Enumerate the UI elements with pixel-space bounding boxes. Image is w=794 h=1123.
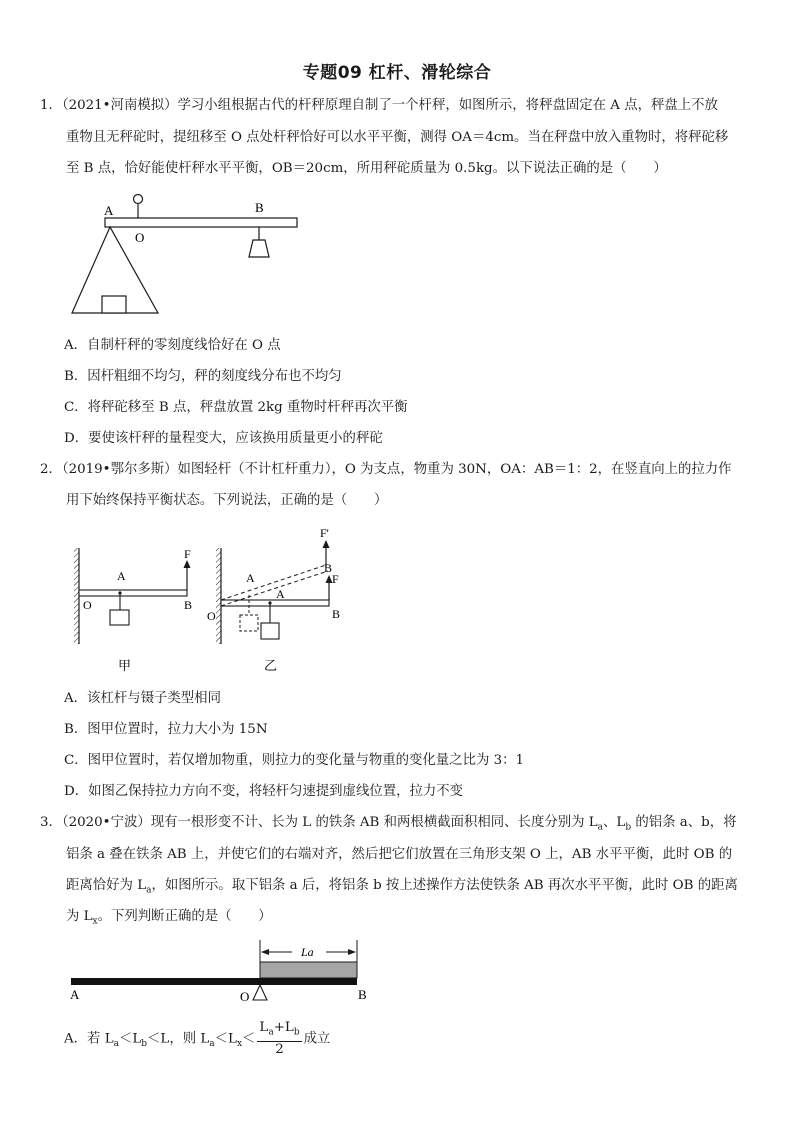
q1-counterweight — [249, 240, 269, 257]
q3-line3-post: ，如图所示。取下铝条 a 后，将铝条 b 按上述操作方法使铁条 AB 再次水平平衡，此时 OB 的距离 — [151, 878, 738, 893]
q3-opta-sub1: a — [113, 1039, 119, 1050]
q2a-lever — [79, 590, 187, 596]
q3-dim-arrow-right — [348, 949, 356, 955]
q2a-label-o: O — [83, 598, 92, 612]
q3-support-o — [253, 985, 267, 1000]
q3-frac-sub-b: b — [293, 1027, 300, 1038]
q3-sub-a: a — [597, 822, 604, 833]
q2a-label-b: B — [184, 598, 193, 612]
q2-option-b[interactable]: B．图甲位置时，拉力大小为 15N — [64, 722, 268, 737]
q2-lever-figure — [60, 520, 360, 680]
q3-frac-denominator: 2 — [275, 1041, 284, 1057]
q3-opta-lt2: ＜L，则 L — [147, 1031, 210, 1047]
q3-line4-post: 。下列判断正确的是（ ） — [97, 909, 272, 924]
q2b-label-b: B — [332, 607, 341, 621]
q2b-label-f-prime: F' — [320, 526, 329, 540]
q2a-caption: 甲 — [118, 658, 132, 673]
q3-option-a[interactable] — [64, 1020, 754, 1063]
q2b-label-a-prime: A — [246, 571, 255, 585]
q1-option-d[interactable]: D．要使该杆秤的量程变大，应该换用质量更小的秤砣 — [64, 431, 383, 446]
q3-frac-l1: L — [259, 1020, 269, 1035]
q2b-caption: 乙 — [264, 658, 278, 673]
q3-label-a: A — [70, 987, 80, 1002]
q3-opta-fraction — [257, 1020, 301, 1058]
q3-stem-line4 — [66, 907, 756, 932]
q1-label-a: A — [104, 203, 114, 218]
q1-label-o: O — [135, 230, 145, 245]
q3-dim-arrow-left — [261, 949, 269, 955]
q2b-force-prime-arrow — [323, 540, 330, 548]
q2a-label-f: F — [184, 547, 191, 561]
q3-opta-lt1: ＜L — [118, 1031, 142, 1047]
q2-stem-line1: 2．（2019•鄂尔多斯）如图轻杆（不计杠杆重力），O 为支点，物重为 30N，OA：AB＝1：2，在竖直向上的拉力作 — [40, 462, 732, 477]
q3-sub-b: b — [625, 822, 632, 833]
q3-iron-bar-ab — [71, 978, 357, 985]
q3-opta-lt3: ＜L — [214, 1031, 237, 1047]
q2a-weight — [110, 610, 129, 625]
q3-line4-sub: x — [92, 916, 98, 927]
q3-label-b: B — [358, 987, 367, 1002]
q1-option-b[interactable]: B．因杆粗细不均匀，秤的刻度线分布也不均匀 — [64, 369, 342, 384]
q1-stem-line2: 重物且无秤砣时，提纽移至 O 点处杆秤恰好可以水平平衡，测得 OA＝4cm。当在秤盘中放入重物时，将秤砣移 — [66, 130, 729, 145]
q3-opta-sub3: a — [209, 1039, 215, 1050]
q2b-label-a: A — [276, 587, 285, 601]
q2b-dashed-weight — [240, 615, 258, 631]
q3-line3-sub: a — [146, 885, 152, 896]
q3-line3-pre: 距离恰好为 L — [66, 878, 147, 893]
q3-line1-post: 的铝条 a、b，将 — [631, 815, 737, 830]
q2a-force-arrow — [184, 560, 191, 568]
q3-opta-lt4: ＜ — [242, 1031, 256, 1047]
q2a-wall-hatch — [74, 548, 79, 644]
q3-opta-post: 成立 — [303, 1031, 331, 1047]
q2-option-c[interactable]: C．图甲位置时，若仅增加物重，则拉力的变化量与物重的变化量之比为 3：1 — [64, 753, 525, 768]
q2b-dashed-lever-top — [221, 565, 326, 600]
q3-line1-mid: 、L — [603, 815, 626, 830]
q3-dim-label: La — [301, 945, 314, 959]
q1-stem-line1: 1．（2021•河南模拟）学习小组根据古代的杆秤原理自制了一个杆秤，如图所示，将秤盘固定在 A 点，秤盘上不放 — [40, 98, 718, 113]
q2b-wall-hatch — [216, 548, 221, 644]
q1-stem-line3: 至 B 点，恰好能使杆秤水平平衡，OB＝20cm，所用秤砣质量为 0.5kg。以下说法正确的是（ ） — [66, 161, 667, 176]
q1-label-b: B — [255, 200, 264, 215]
q1-option-c[interactable]: C．将秤砣移至 B 点，秤盘放置 2kg 重物时杆秤再次平衡 — [64, 400, 408, 415]
q3-stem-line3 — [66, 876, 756, 901]
q1-fulcrum-ring — [134, 195, 143, 204]
q1-option-a[interactable]: A．自制杆秤的零刻度线恰好在 O 点 — [64, 338, 281, 353]
q3-label-o: O — [240, 989, 250, 1004]
q3-stem-line1 — [40, 813, 756, 838]
q1-weight-on-pan — [102, 296, 126, 313]
q2a-label-a: A — [117, 569, 126, 583]
page-title: 专题09 杠杆、滑轮综合 — [302, 63, 492, 83]
q3-frac-plus: +L — [273, 1020, 294, 1035]
q2b-label-f: F — [332, 572, 339, 586]
q1-steelyard-figure — [60, 185, 310, 320]
q3-opta-pre: A．若 L — [64, 1031, 114, 1047]
q3-bar-figure — [60, 938, 380, 1008]
q3-line1-pre: 3．（2020•宁波）现有一根形变不计、长为 L 的铁条 AB 和两根横截面积相同、长度分别为 L — [40, 815, 598, 830]
q3-opta-sub2: b — [141, 1039, 148, 1050]
q3-frac-numerator — [257, 1020, 301, 1042]
q1-beam — [105, 218, 297, 227]
q2-stem-line2: 用下始终保持平衡状态。下列说法，正确的是（ ） — [66, 493, 388, 508]
q3-frac-sub-a: a — [268, 1027, 274, 1038]
q3-opta-sub4: x — [236, 1039, 243, 1050]
q2b-weight — [261, 623, 279, 639]
q2-option-a[interactable]: A．该杠杆与镊子类型相同 — [64, 691, 221, 706]
q3-line4-pre: 为 L — [66, 909, 93, 924]
q2b-label-o: O — [207, 609, 216, 623]
q3-aluminum-strip-a — [260, 962, 357, 978]
q2-option-d[interactable]: D．如图乙保持拉力方向不变，将轻杆匀速提到虚线位置，拉力不变 — [64, 784, 464, 799]
q3-stem-line2: 铝条 a 叠在铁条 AB 上，并使它们的右端对齐，然后把它们放置在三角形支架 O 上，AB 水平平衡，此时 OB 的 — [66, 847, 733, 862]
q2b-label-b-prime: B — [324, 561, 333, 575]
